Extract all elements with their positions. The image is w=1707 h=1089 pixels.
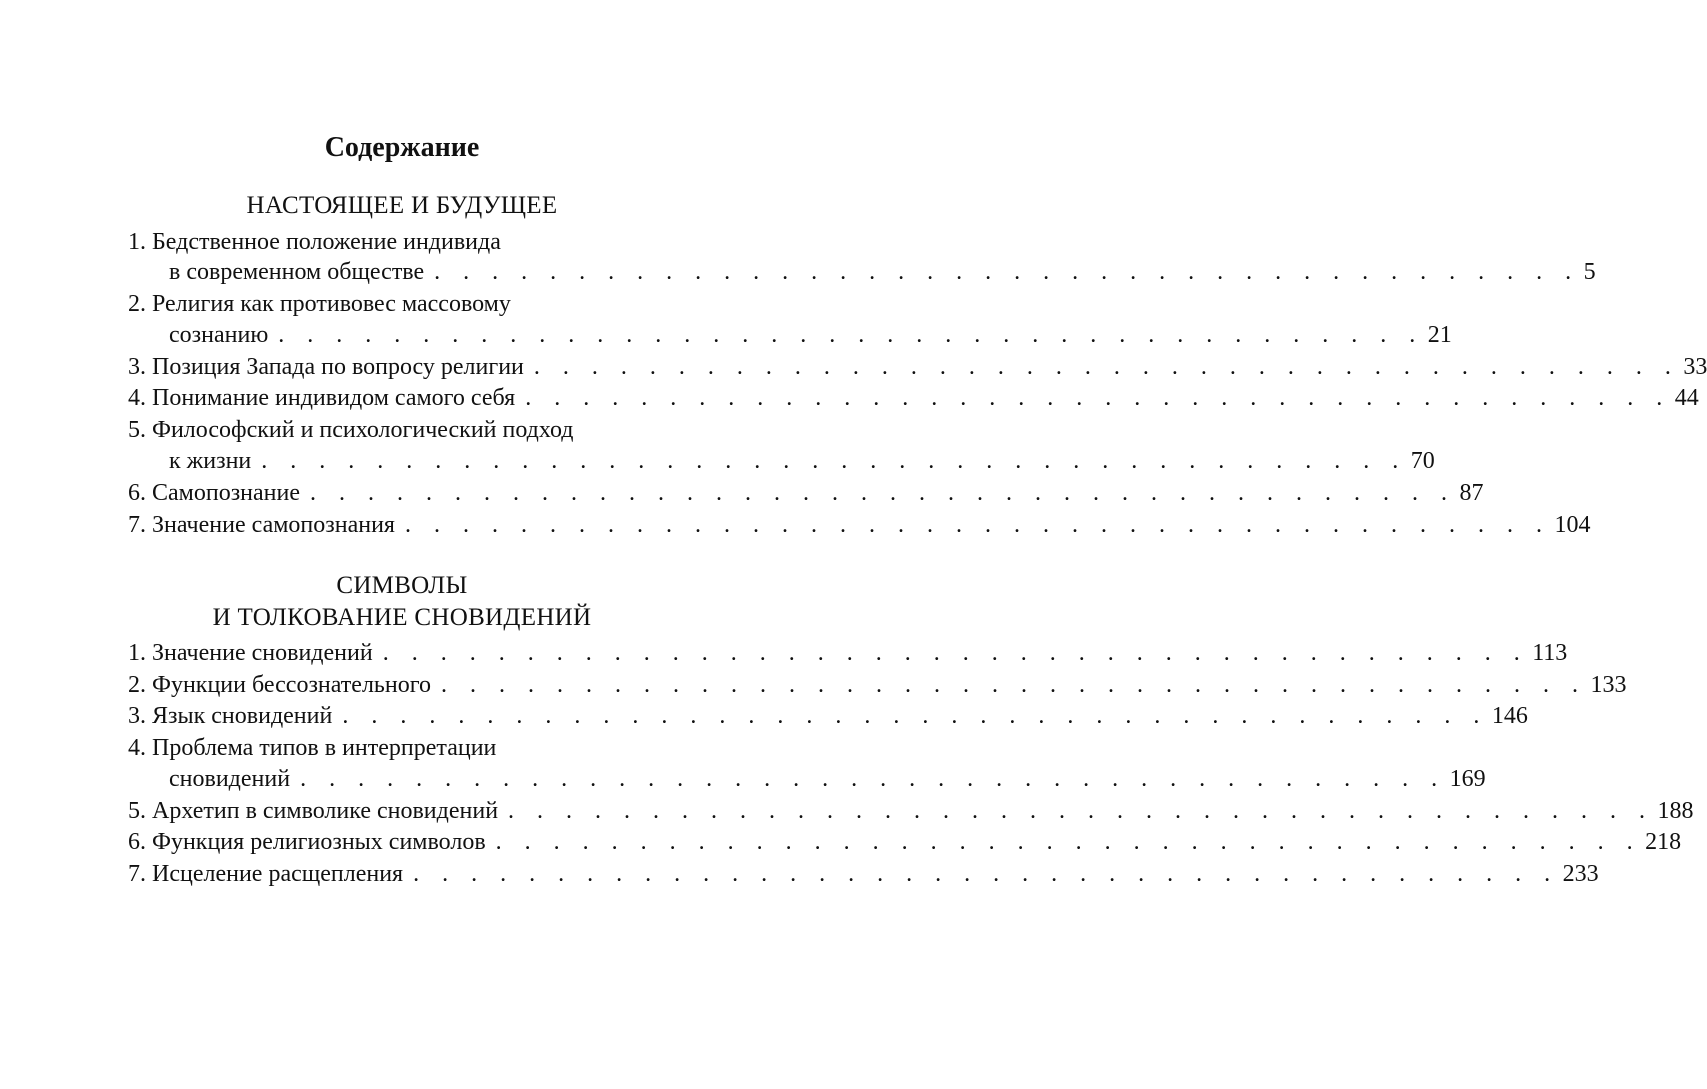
toc-page-number: 87: [1459, 480, 1484, 506]
toc-entry-continuation: [128, 445, 1435, 477]
dot-leader: . . . . . . . . . . . . . . . . . . . . . . . . . . . . . . . . . . . . . . . .: [261, 448, 1407, 474]
toc-entry: [128, 637, 1568, 669]
dot-leader: . . . . . . . . . . . . . . . . . . . . . . . . . . . . . . . . . . . . . . . .: [440, 672, 1587, 698]
toc-entry: [128, 509, 1591, 541]
page-title: Содержание: [324, 132, 480, 163]
toc-page-number: 113: [1532, 640, 1568, 666]
dot-leader: . . . . . . . . . . . . . . . . . . . . . . . . . . . . . . . . . . . . . . . .: [342, 703, 1488, 729]
toc-entry: [128, 288, 676, 320]
toc-page-number: 146: [1491, 703, 1528, 729]
toc-page-number: 21: [1427, 322, 1452, 348]
toc-entry-title: в современном обществе: [169, 259, 425, 285]
toc-entry: [128, 351, 1707, 383]
toc-entry-title: 6. Самопознание: [128, 480, 301, 506]
section-heading: СИМВОЛЫ: [336, 572, 468, 599]
toc-entry: [128, 858, 1599, 890]
dot-leader: . . . . . . . . . . . . . . . . . . . . . . . . . . . . . . . . . . . . . . . .: [404, 512, 1551, 538]
toc-entry-title: 5. Философский и психологический подход: [128, 417, 574, 443]
toc-entry-title: 4. Понимание индивидом самого себя: [128, 385, 516, 411]
toc-entry: [128, 826, 1682, 858]
toc-entry-title: 5. Архетип в символике сновидений: [128, 798, 499, 824]
dot-leader: . . . . . . . . . . . . . . . . . . . . . . . . . . . . . . . . . . . . . . . .: [310, 480, 1456, 506]
toc-entry: [128, 382, 1699, 414]
dot-leader: . . . . . . . . . . . . . . . . . . . . . . . . . . . . . . . . . . . . . . . .: [382, 640, 1529, 666]
toc-entry-title: 3. Позиция Запада по вопросу религии: [128, 354, 524, 380]
toc-entry-title: 3. Язык сновидений: [128, 703, 333, 729]
dot-leader: . . . . . . . . . . . . . . . . . . . . . . . . . . . . . . . . . . . . . . . .: [413, 861, 1559, 887]
toc-page-number: 33: [1683, 354, 1707, 380]
dot-leader: . . . . . . . . . . . . . . . . . . . . . . . . . . . . . . . . . . . . . . . .: [278, 322, 1424, 348]
toc-page-number: 233: [1562, 861, 1599, 887]
dot-leader: . . . . . . . . . . . . . . . . . . . . . . . . . . . . . . . . . . . . . . . .: [508, 798, 1654, 824]
toc-page-number: 133: [1590, 672, 1627, 698]
dot-leader: . . . . . . . . . . . . . . . . . . . . . . . . . . . . . . . . . . . . . . . .: [525, 385, 1671, 411]
toc-entry-title: 2. Функции бессознательного: [128, 672, 431, 698]
toc-page-number: 104: [1554, 512, 1591, 538]
toc-entry: [128, 700, 1528, 732]
toc-page-number: 169: [1449, 766, 1486, 792]
toc-entry-continuation: [128, 319, 1452, 351]
toc-entry: [128, 477, 1484, 509]
toc-page-number: 5: [1583, 259, 1596, 285]
toc-entry: [128, 795, 1694, 827]
toc-entry-title: к жизни: [169, 448, 252, 474]
dot-leader: . . . . . . . . . . . . . . . . . . . . . . . . . . . . . . . . . . . . . . . .: [533, 354, 1680, 380]
toc-entry-title: сновидений: [169, 766, 291, 792]
toc-entry-title: 7. Исцеление расщепления: [128, 861, 404, 887]
toc-entry: [128, 226, 676, 258]
toc-entry: [128, 669, 1627, 701]
section-heading: НАСТОЯЩЕЕ И БУДУЩЕЕ: [246, 192, 558, 219]
toc-entry-title: 1. Значение сновидений: [128, 640, 373, 666]
toc-entry-title: сознанию: [169, 322, 269, 348]
toc-entry: [128, 732, 676, 764]
section-heading: И ТОЛКОВАНИЕ СНОВИДЕНИЙ: [212, 604, 592, 631]
toc-entry-title: 4. Проблема типов в интерпретации: [128, 735, 497, 761]
toc-entry-title: 7. Значение самопознания: [128, 512, 395, 538]
dot-leader: . . . . . . . . . . . . . . . . . . . . . . . . . . . . . . . . . . . . . . . .: [434, 259, 1580, 285]
toc-page-number: 188: [1657, 798, 1694, 824]
toc-page-number: 70: [1410, 448, 1435, 474]
toc-entry-continuation: [128, 763, 1486, 795]
dot-leader: . . . . . . . . . . . . . . . . . . . . . . . . . . . . . . . . . . . . . . . .: [495, 829, 1642, 855]
toc-entry-title: 1. Бедственное положение индивида: [128, 229, 501, 255]
dot-leader: . . . . . . . . . . . . . . . . . . . . . . . . . . . . . . . . . . . . . . . .: [300, 766, 1446, 792]
toc-entry-title: 2. Религия как противовес массовому: [128, 291, 511, 317]
toc-entry: [128, 414, 676, 446]
toc-entry-title: 6. Функция религиозных символов: [128, 829, 486, 855]
toc-page-number: 218: [1645, 829, 1682, 855]
toc-entry-continuation: [128, 256, 1596, 288]
toc-page-number: 44: [1674, 385, 1699, 411]
